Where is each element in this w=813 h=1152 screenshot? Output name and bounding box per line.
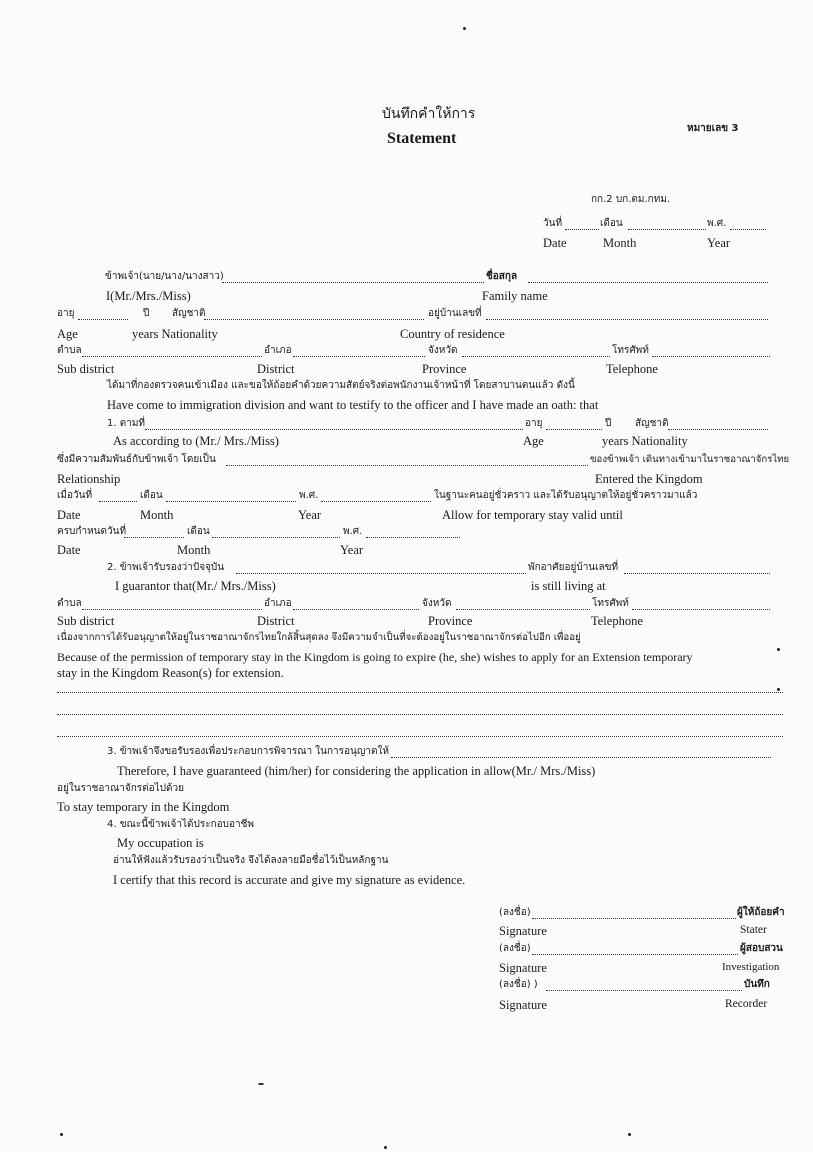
- stater-sign-label-en: Signature: [499, 924, 547, 938]
- item1-date-label-en: Date: [57, 508, 81, 522]
- title-thai: บันทึกคำให้การ: [382, 106, 476, 122]
- item1-relation-label-th: ซึ่งมีความสัมพันธ์กับข้าพเจ้า โดยเป็น: [57, 454, 216, 465]
- item2-province-line[interactable]: [456, 609, 590, 610]
- stater-role-th: ผู้ให้ถ้อยคำ: [737, 907, 785, 918]
- month-label-en: Month: [603, 236, 637, 250]
- item1-allow-label-en: Allow for temporary stay valid until: [442, 508, 623, 522]
- item1-stay-label-th: ในฐานะคนอยู่ชั่วคราว และได้รับอนุญาตให้อยู่ชั่วคราวมาแล้ว: [434, 490, 698, 501]
- item1-month-line[interactable]: [166, 501, 296, 502]
- month-label-th: เดือน: [600, 218, 623, 229]
- subdistrict-label-en: Sub district: [57, 362, 115, 376]
- item2-district-label-en: District: [257, 614, 295, 628]
- name-label-th: ข้าพเจ้า(นาย/นาง/นางสาว): [105, 271, 224, 282]
- item1-month-label-th: เดือน: [140, 490, 163, 501]
- item2-reason-text-en-1: Because of the permission of temporary stay in the Kingdom is going to expire (he, she) wishes to apply for an Extension temporary: [57, 650, 693, 664]
- telephone-label-en: Telephone: [606, 362, 658, 376]
- residence-label-en: Country of residence: [400, 327, 505, 341]
- item1-year-label-en: Year: [298, 508, 322, 522]
- item1-year-line[interactable]: [321, 501, 431, 502]
- investigator-signature-line[interactable]: [532, 954, 738, 955]
- item3-guarantee-label-en: Therefore, I have guaranteed (him/her) for considering the application in allow(Mr./ Mrs./Miss): [117, 764, 596, 778]
- item1-nationality-line[interactable]: [668, 429, 768, 430]
- district-label-en: District: [257, 362, 295, 376]
- year-label-th: พ.ศ.: [707, 218, 727, 229]
- investigator-sign-label-th: (ลงชื่อ): [499, 943, 531, 954]
- item2-telephone-label-th: โทรศัพท์: [592, 598, 629, 609]
- residence-label-th: อยู่บ้านเลขที่: [428, 308, 482, 319]
- scan-speck: [628, 1133, 631, 1136]
- item2-subdistrict-label-en: Sub district: [57, 614, 115, 628]
- recorder-signature-line[interactable]: [546, 990, 742, 991]
- telephone-line[interactable]: [652, 356, 770, 357]
- item1-until-day-line[interactable]: [124, 537, 184, 538]
- item2-reason-text-th: เนื่องจากการได้รับอนุญาตให้อยู่ในราชอาณาจักรไทยใกล้สิ้นสุดลง จึงมีความจำเป็นที่จะต้องอยู่ในราชอาณาจักรต่อไปอีก เพื่ออยู่: [57, 632, 581, 643]
- nationality-label-th: สัญชาติ: [172, 308, 206, 319]
- oath-text-en: Have come to immigration division and want to testify to the officer and I have made an oath: that: [107, 398, 599, 412]
- years-nationality-label-en: years Nationality: [132, 327, 218, 341]
- age-label-en: Age: [57, 327, 78, 341]
- recorder-role-en: Recorder: [725, 998, 768, 1010]
- reason-line-1[interactable]: [57, 692, 783, 693]
- investigator-role-en: Investigation: [722, 961, 780, 973]
- month-line[interactable]: [628, 229, 706, 230]
- item2-address-label-th: พักอาศัยอยู่บ้านเลขที่: [528, 562, 619, 573]
- telephone-label-th: โทรศัพท์: [612, 345, 649, 356]
- item2-subdistrict-label-th: ตำบล: [57, 598, 82, 609]
- years-label-th: ปี: [143, 308, 150, 319]
- item3-stay-label-th: อยู่ในราชอาณาจักรต่อไปด้วย: [57, 783, 185, 794]
- surname-label-th: ชื่อสกุล: [486, 271, 518, 282]
- subdistrict-label-th: ตำบล: [57, 345, 82, 356]
- province-label-th: จังหวัด: [428, 345, 458, 356]
- item2-district-label-th: อำเภอ: [264, 598, 292, 609]
- item2-telephone-label-en: Telephone: [591, 614, 643, 628]
- item1-name-label-th: 1. ตามที่: [107, 418, 146, 429]
- item4-certify-label-th: อ่านให้ฟังแล้วรับรองว่าเป็นจริง จึงได้ลงลายมือชื่อไว้เป็นหลักฐาน: [113, 855, 389, 866]
- item1-date2-label-en: Date: [57, 543, 81, 557]
- stater-role-en: Stater: [740, 924, 767, 936]
- item1-when-label-th: เมื่อวันที่: [57, 490, 93, 501]
- age-line[interactable]: [78, 319, 128, 320]
- item4-occupation-label-en: My occupation is: [117, 836, 204, 850]
- date-label-th: วันที่: [543, 218, 563, 229]
- item1-until-month-line[interactable]: [212, 537, 340, 538]
- name-line[interactable]: [222, 282, 484, 283]
- item2-subdistrict-line[interactable]: [82, 609, 262, 610]
- attachment-number: หมายเลข 3: [687, 123, 739, 134]
- item2-telephone-line[interactable]: [632, 609, 770, 610]
- item1-age-line[interactable]: [546, 429, 602, 430]
- stater-sign-label-th: (ลงชื่อ): [499, 907, 531, 918]
- scan-speck: [60, 1133, 63, 1136]
- item1-year2-label-en: Year: [340, 543, 364, 557]
- item1-years-nationality-label-en: years Nationality: [602, 434, 688, 448]
- year-line[interactable]: [730, 229, 766, 230]
- scan-speck: [777, 688, 780, 691]
- year-label-en: Year: [707, 236, 731, 250]
- recorder-sign-label-en: Signature: [499, 998, 547, 1012]
- item2-province-label-th: จังหวัด: [422, 598, 452, 609]
- stater-signature-line[interactable]: [532, 918, 736, 919]
- item1-day-line[interactable]: [99, 501, 137, 502]
- recorder-sign-label-th: (ลงชื่อ) ): [499, 979, 538, 990]
- investigator-sign-label-en: Signature: [499, 961, 547, 975]
- item3-stay-label-en: To stay temporary in the Kingdom: [57, 800, 230, 814]
- item1-until-month-label-th: เดือน: [187, 526, 210, 537]
- item1-until-year-line[interactable]: [366, 537, 460, 538]
- district-line[interactable]: [293, 356, 425, 357]
- item1-age-label-en: Age: [523, 434, 544, 448]
- item2-reason-text-en-2: stay in the Kingdom Reason(s) for extension.: [57, 666, 284, 680]
- recorder-role-th: บันทึก: [744, 979, 770, 990]
- item2-living-label-en: is still living at: [531, 579, 606, 593]
- item1-year-label-th: พ.ศ.: [299, 490, 319, 501]
- name-label-en: I(Mr./Mrs./Miss): [106, 289, 191, 303]
- reason-line-2[interactable]: [57, 714, 783, 715]
- item2-address-line[interactable]: [624, 573, 770, 574]
- item1-according-label-en: As according to (Mr./ Mrs./Miss): [113, 434, 279, 448]
- item1-until-label-th: ครบกำหนดวันที่: [57, 526, 127, 537]
- date-line[interactable]: [565, 229, 599, 230]
- item4-occupation-label-th: 4. ขณะนี้ข้าพเจ้าได้ประกอบอาชีพ: [107, 819, 254, 830]
- scan-speck: [777, 648, 780, 651]
- item1-entered-label-th: ของข้าพเจ้า เดินทางเข้ามาในราชอาณาจักรไทย: [590, 454, 790, 465]
- nationality-line[interactable]: [204, 319, 424, 320]
- item1-relation-line[interactable]: [226, 465, 588, 466]
- province-line[interactable]: [462, 356, 610, 357]
- form-code: กก.2 บก.ตม.กทม.: [591, 194, 671, 205]
- item1-age-label-th: อายุ: [525, 418, 543, 429]
- family-name-label-en: Family name: [482, 289, 548, 303]
- item4-certify-label-en: I certify that this record is accurate and give my signature as evidence.: [113, 873, 466, 887]
- province-label-en: Province: [422, 362, 467, 376]
- oath-text-th: ได้มาที่กองตรวจคนเข้าเมือง และขอให้ถ้อยคำด้วยความสัตย์จริงต่อพนักงานเจ้าหน้าที่ โดยสาบานตนแล้ว ดังนี้: [107, 380, 575, 391]
- item1-relationship-label-en: Relationship: [57, 472, 121, 486]
- scan-speck: [258, 1083, 264, 1085]
- page-title: Statement: [387, 130, 457, 147]
- item3-guarantee-label-th: 3. ข้าพเจ้าจึงขอรับรองเพื่อประกอบการพิจารณา ในการอนุญาตให้: [107, 746, 389, 757]
- surname-line[interactable]: [528, 282, 768, 283]
- residence-line[interactable]: [486, 319, 768, 320]
- scan-speck: [463, 27, 466, 30]
- item1-until-year-label-th: พ.ศ.: [343, 526, 363, 537]
- date-label-en: Date: [543, 236, 567, 250]
- subdistrict-line[interactable]: [82, 356, 262, 357]
- item2-province-label-en: Province: [428, 614, 473, 628]
- item2-district-line[interactable]: [293, 609, 419, 610]
- item1-month2-label-en: Month: [177, 543, 211, 557]
- investigator-role-th: ผู้สอบสวน: [740, 943, 783, 954]
- item1-entered-label-en: Entered the Kingdom: [595, 472, 703, 486]
- reason-line-3[interactable]: [57, 736, 783, 737]
- scan-speck: [384, 1146, 387, 1149]
- item1-month-label-en: Month: [140, 508, 174, 522]
- item2-guarantor-label-th: 2. ข้าพเจ้ารับรองว่าปัจจุบัน: [107, 562, 225, 573]
- item1-years-label-th: ปี: [605, 418, 612, 429]
- item2-guarantor-line[interactable]: [236, 573, 526, 574]
- item1-nationality-label-th: สัญชาติ: [635, 418, 669, 429]
- district-label-th: อำเภอ: [264, 345, 292, 356]
- item3-guarantee-line[interactable]: [391, 757, 771, 758]
- age-label-th: อายุ: [57, 308, 75, 319]
- item1-name-line[interactable]: [145, 429, 523, 430]
- item2-guarantor-label-en: I guarantor that(Mr./ Mrs./Miss): [115, 579, 276, 593]
